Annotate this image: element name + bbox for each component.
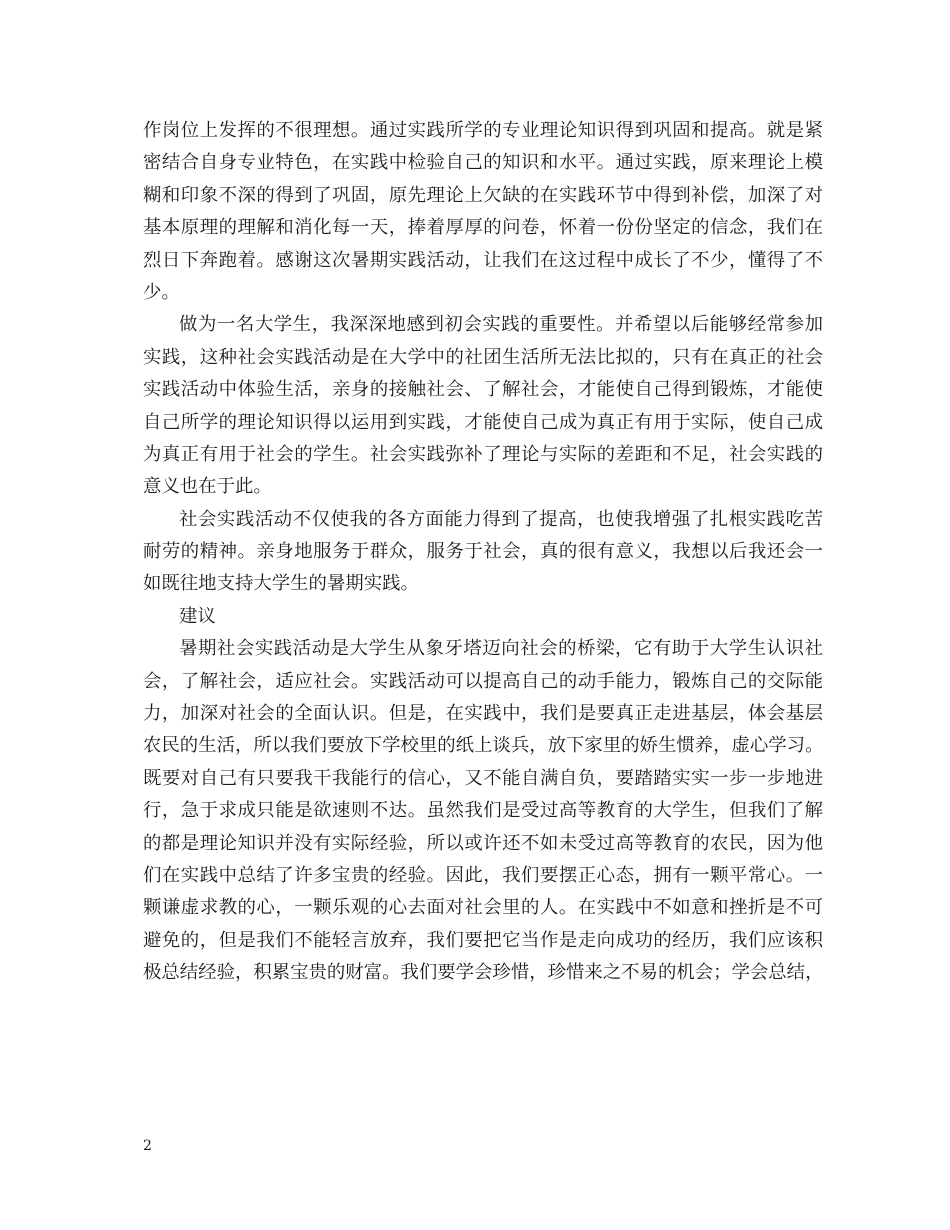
text-line: 耐劳的精神。亲身地服务于群众，服务于社会，真的很有意义，我想以后我还会一 xyxy=(143,541,823,563)
page-number: 2 xyxy=(143,1138,152,1154)
text-line: 做为一名大学生，我深深地感到初会实践的重要性。并希望以后能够经常参加 xyxy=(179,314,823,336)
paragraph-1 xyxy=(143,115,823,309)
text-line: 为真正有用于社会的学生。社会实践弥补了理论与实际的差距和不足，社会实践的 xyxy=(143,443,823,465)
text-line: 烈日下奔跑着。感谢这次暑期实践活动，让我们在这过程中成长了不少，懂得了不 xyxy=(143,249,823,271)
heading-text: 建议 xyxy=(179,605,216,627)
text-line: 实践，这种社会实践活动是在大学中的社团生活所无法比拟的，只有在真正的社会 xyxy=(143,346,823,368)
text-line: 行，急于求成只能是欲速则不达。虽然我们是受过高等教育的大学生，但我们了解 xyxy=(143,800,823,822)
text-line: 自己所学的理论知识得以运用到实践，才能使自己成为真正有用于实际，使自己成 xyxy=(143,411,823,433)
paragraph-3 xyxy=(143,504,823,601)
text-line: 避免的，但是我们不能轻言放弃，我们要把它当作是走向成功的经历，我们应该积 xyxy=(143,929,823,951)
document-body xyxy=(143,115,823,990)
text-line: 会，了解社会，适应社会。实践活动可以提高自己的动手能力，锻炼自己的交际能 xyxy=(143,670,823,692)
text-line: 农民的生活，所以我们要放下学校里的纸上谈兵，放下家里的娇生惯养，虚心学习。 xyxy=(143,735,824,757)
text-line: 颗谦虚求教的心，一颗乐观的心去面对社会里的人。在实践中不如意和挫折是不可 xyxy=(143,897,823,919)
text-line: 的都是理论知识并没有实际经验，所以或许还不如未受过高等教育的农民，因为他 xyxy=(143,832,823,854)
text-line: 既要对自己有只要我干我能行的信心，又不能自满自负，要踏踏实实一步一步地进 xyxy=(143,767,823,789)
text-line: 意义也在于此。 xyxy=(143,476,272,498)
text-line: 力，加深对社会的全面认识。但是，在实践中，我们是要真正走进基层，体会基层 xyxy=(143,703,823,725)
paragraph-2 xyxy=(143,309,823,503)
text-line: 暑期社会实践活动是大学生从象牙塔迈向社会的桥梁，它有助于大学生认识社 xyxy=(179,638,823,660)
text-line: 如既往地支持大学生的暑期实践。 xyxy=(143,573,419,595)
text-line: 们在实践中总结了许多宝贵的经验。因此，我们要摆正心态，拥有一颗平常心。一 xyxy=(143,864,823,886)
text-line: 社会实践活动不仅使我的各方面能力得到了提高，也使我增强了扎根实践吃苦 xyxy=(179,508,823,530)
text-line: 糊和印象不深的得到了巩固，原先理论上欠缺的在实践环节中得到补偿，加深了对 xyxy=(143,184,823,206)
text-line: 基本原理的理解和消化每一天，捧着厚厚的问卷，怀着一份份坚定的信念，我们在 xyxy=(143,217,823,239)
text-line: 实践活动中体验生活，亲身的接触社会、了解社会，才能使自己得到锻炼，才能使 xyxy=(143,379,823,401)
paragraph-5 xyxy=(143,633,823,989)
text-line: 作岗位上发挥的不很理想。通过实践所学的专业理论知识得到巩固和提高。就是紧 xyxy=(143,120,823,141)
text-line: 少。 xyxy=(143,281,180,303)
text-line: 极总结经验，积累宝贵的财富。我们要学会珍惜，珍惜来之不易的机会；学会总结， xyxy=(143,962,824,984)
text-line: 密结合自身专业特色，在实践中检验自己的知识和水平。通过实践，原来理论上模 xyxy=(143,152,823,174)
section-heading xyxy=(143,601,823,633)
